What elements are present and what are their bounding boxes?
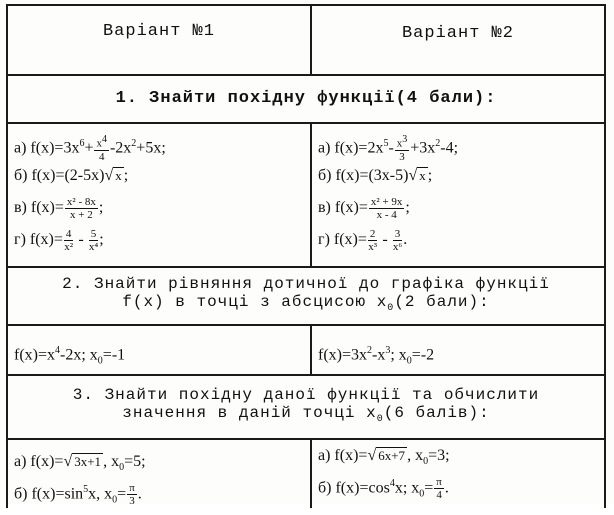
fraction: $\frac{\pi}{4}$: [436, 476, 442, 502]
fraction: $\frac{2}{\text{x³}}$: [368, 227, 378, 253]
variant-header-row: [6, 4, 606, 76]
equation-3a-v2: а) f(x)=√ 6x+7 , $x_0=3$;: [318, 447, 450, 468]
task3-title: [8, 376, 604, 438]
task2-title: [8, 268, 604, 324]
equation-3a-v1: а) f(x)=√ 3x+1 , $x_0=5$;: [14, 453, 146, 474]
fraction: $\frac{\pi}{3}$: [129, 482, 135, 508]
task2-variant2: $f(x)=3x^2-x^3$; $x_0=-2$: [318, 345, 435, 367]
equation-1d-v2: г) f(x)= $\frac{2}{\text{x³}}$ - $\frac{3}{\text{x⁶}}$ .: [318, 227, 408, 253]
equation-1c-v2: в) f(x)= $\frac{\text{x² + 9x}}{x - 4}$ ;: [318, 195, 410, 221]
equation-1b-v1: б) f(x)=(2-5x)√ x ;: [14, 167, 129, 184]
task3-title-row: [6, 374, 606, 440]
fraction: $\frac{\text{x² + 9x}}{x - 4}$: [370, 195, 403, 221]
task1-equations-row: [6, 122, 606, 268]
equation-3b-v2: б) $f(x)=\cos^4x$; $x_0=$ $\frac{\pi}{4}$ .: [318, 476, 449, 502]
variant-2-heading: Варіант №2: [401, 24, 515, 43]
task2-title-line1: 2. Знайти рівняння дотичної до графіка функції: [62, 275, 550, 293]
fraction: $\frac{x^3}{3}$: [396, 134, 408, 163]
task3-variant1: [14, 440, 306, 508]
task3-variant2: [318, 440, 604, 508]
equation-1b-v2: б) f(x)=(3x-5)√ x ;: [318, 167, 433, 184]
fraction: $\frac{x^4}{4}$: [96, 134, 107, 163]
column-divider: [310, 440, 312, 508]
task2-equations-row: [6, 324, 606, 376]
equation-1d-v1: г) f(x)= $\frac{4}{\text{x²}}$ - $\frac{5}{\text{x⁴}}$ ;: [14, 227, 104, 253]
fraction: $\frac{4}{\text{x²}}$: [64, 227, 74, 253]
equation-3b-v1: б) $f(x)=\sin^5x$, $x_0=$ $\frac{\pi}{3}$ .: [14, 482, 142, 508]
fraction: $\frac{3}{\text{x⁶}}$: [392, 227, 403, 253]
task1-title-row: [6, 74, 606, 124]
task2-title-row: [6, 266, 606, 326]
task2-title-line2: f(x) в точці з абсцисою $x_0(2$ бали):: [122, 293, 490, 315]
task3-title-line2: значення в даній точці $x_0(6$ балів):: [122, 404, 490, 426]
fraction: $\frac{5}{\text{x⁴}}$: [88, 227, 99, 253]
task3-equations-row: [6, 438, 606, 508]
task3-title-line1: 3. Знайти похідну даної функції та обчислити: [72, 386, 540, 404]
variant-1-heading: Варіант №1: [102, 22, 216, 41]
column-divider: [310, 124, 312, 266]
column-divider: [310, 326, 312, 374]
task1-variant2: [318, 124, 604, 266]
equation-1c-v1: в) f(x)= $\frac{\text{x² - 8x}}{x + 2}$ ;: [14, 195, 104, 221]
task1-variant1: [14, 124, 306, 266]
task1-title: 1. Знайти похідну функції(4 бали):: [115, 89, 497, 108]
equation-1a-v2: а) $f(x)=2x^5-$ $\frac{x^3}{3}$ $+3x^2-4$;: [318, 134, 459, 163]
fraction: $\frac{\text{x² - 8x}}{x + 2}$: [66, 195, 96, 221]
equation-1a-v1: а) $f(x)=3x^6+$ $\frac{x^4}{4}$ $-2x^2+5x$;: [14, 134, 166, 163]
task2-variant1: $f(x)=x^4-2x$; $x_0=-1$: [14, 345, 126, 367]
